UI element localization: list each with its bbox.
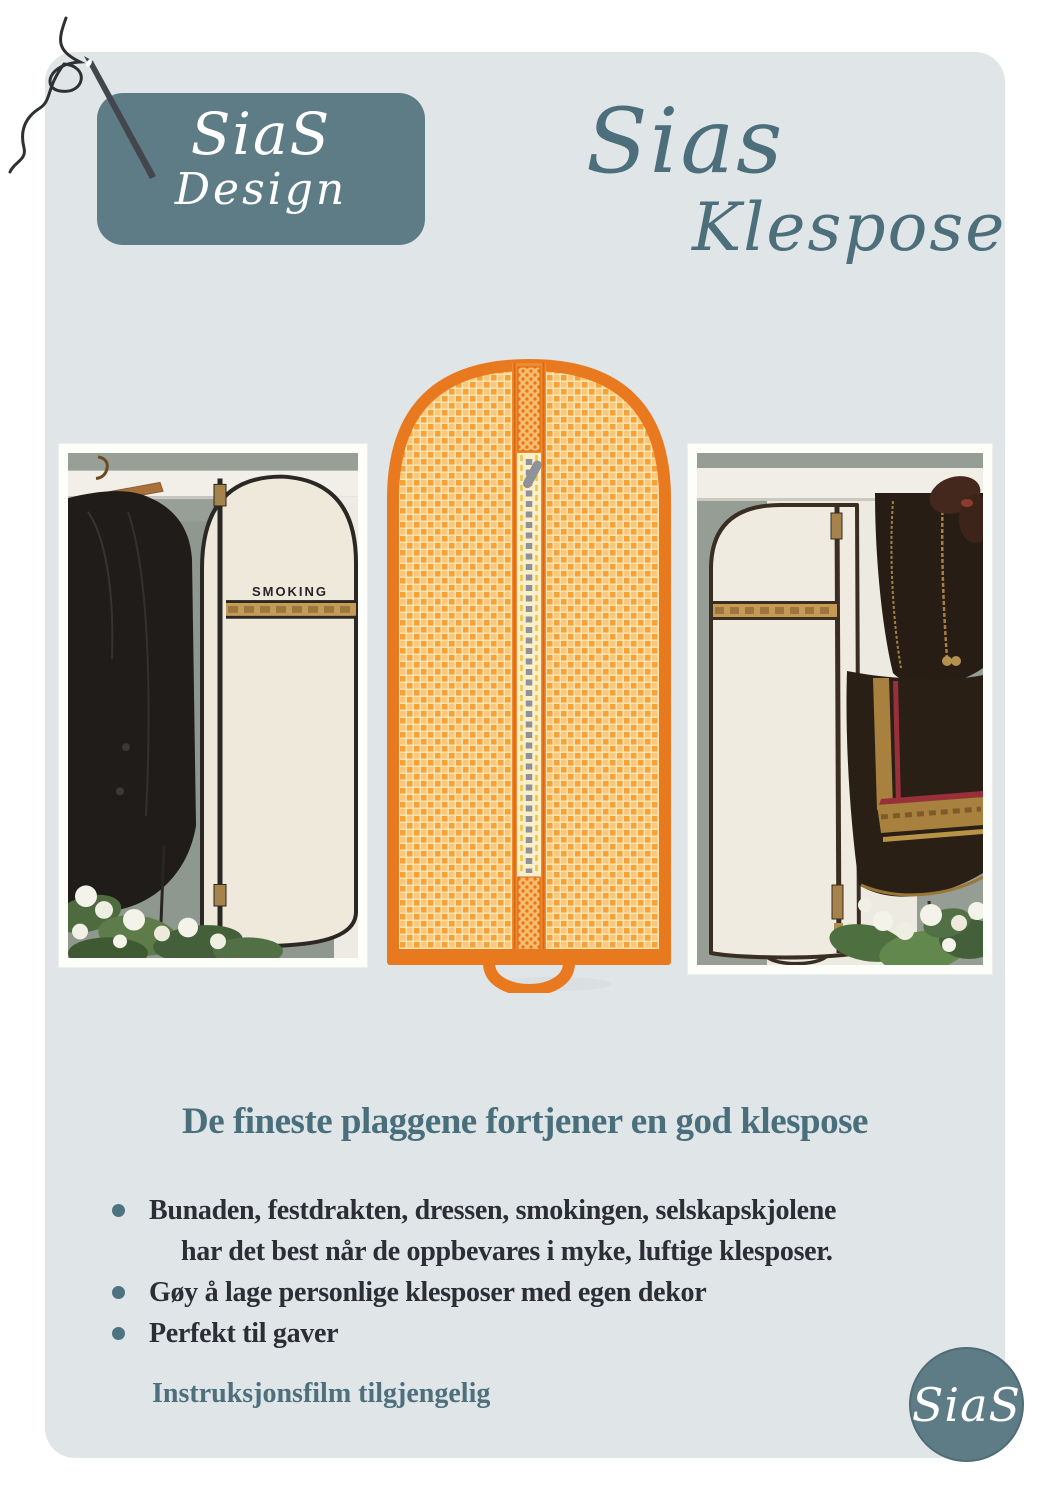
white-garment-bag: [711, 505, 859, 964]
needle-thread-icon: [0, 0, 220, 230]
woven-band-bottom: [518, 877, 540, 951]
footer-brand-text: SiaS: [911, 1377, 1022, 1432]
bullet-text-line: Perfekt til gaver: [149, 1318, 339, 1349]
bullet-icon: [112, 1204, 125, 1217]
bullet-icon: [112, 1286, 125, 1299]
zipper-tag-top: [831, 513, 842, 539]
orange-garment-bag: [385, 353, 673, 993]
woven-band-top: [518, 367, 540, 451]
bottom-trim: [387, 949, 671, 965]
brand-logo-line2: Design: [174, 164, 348, 215]
footer-note: Instruksjonsfilm tilgjengelig: [152, 1378, 491, 1409]
footer-brand-badge: [909, 1347, 1024, 1462]
page-heading: De fineste plaggene fortjener en god klespose: [182, 1101, 868, 1142]
bag-label: SMOKING: [251, 584, 329, 600]
bag-handle: [489, 963, 569, 990]
klespose-illustration: [385, 353, 673, 993]
bullet-text-line: Gøy å lage personlige klesposer med egen dekor: [149, 1277, 707, 1308]
white-garment-bag: [202, 477, 356, 948]
photo-smoking-garment-bag: [58, 443, 368, 968]
list-item: [112, 1313, 972, 1354]
bullet-text-line: har det best når de oppbevares i myke, luftige klesposer.: [181, 1236, 833, 1267]
list-item: [112, 1190, 972, 1272]
bunad-vest: [875, 470, 983, 686]
needle-shape: [84, 56, 156, 179]
brand-logo-line1: SiaS: [190, 100, 332, 168]
bullet-icon: [112, 1327, 125, 1340]
zipper-tag-bottom: [214, 884, 226, 906]
bullet-text-line: Bunaden, festdrakten, dressen, smokingen, selskapskjolene: [149, 1195, 837, 1226]
page-title-product: Klespose: [692, 189, 1007, 266]
photo-bunad-illustration: [697, 453, 983, 965]
bullet-list: [112, 1190, 972, 1354]
page-title-brand: Sias: [586, 89, 785, 194]
list-item: [112, 1272, 972, 1313]
thread-curve: [10, 18, 81, 172]
photo-smoking-illustration: [68, 453, 358, 958]
photo-bunad-garment-bag: [687, 443, 993, 975]
zipper-tag-bottom: [832, 885, 843, 919]
zipper-tag-top: [214, 484, 226, 506]
